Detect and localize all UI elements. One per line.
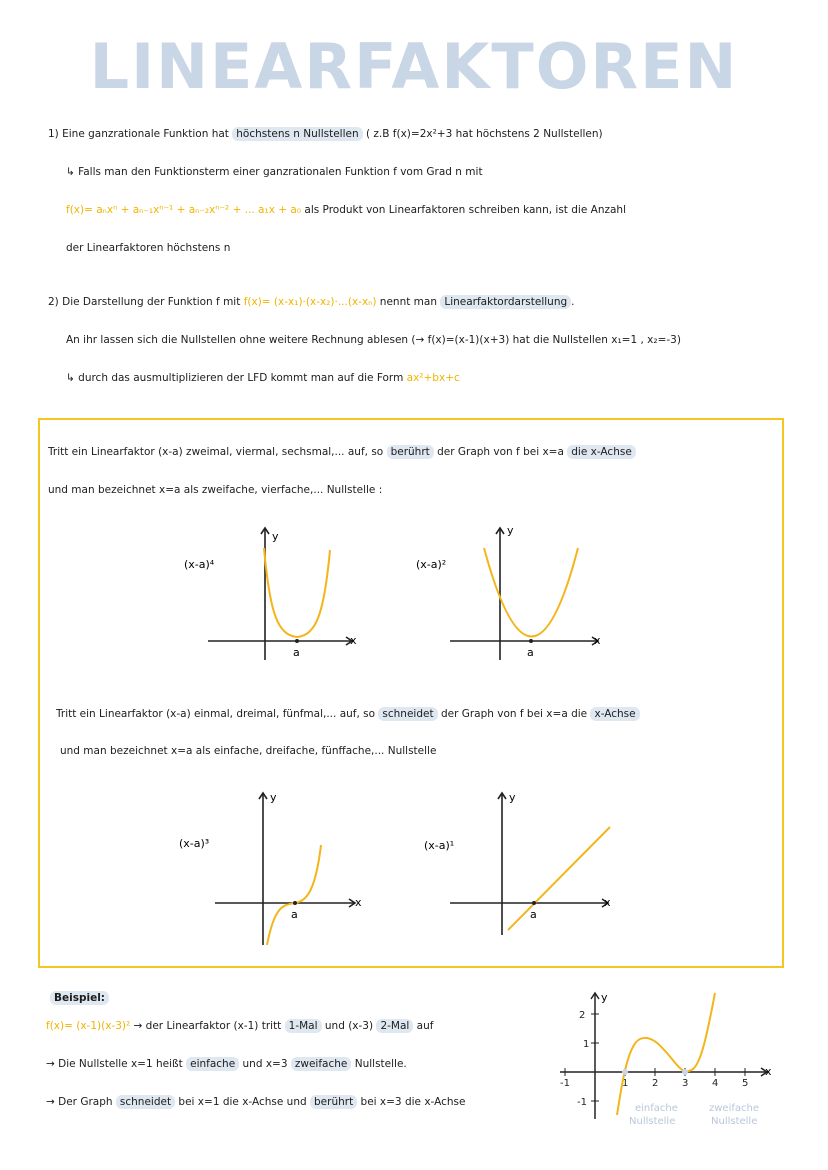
example-line1-hl2: 2-Mal xyxy=(376,1019,413,1033)
example-line3-hl1: schneidet xyxy=(116,1095,175,1109)
section1-line3 xyxy=(66,204,626,216)
x-label: x xyxy=(355,896,362,909)
box-odd-hl1: schneidet xyxy=(378,707,437,721)
box-even-line1 xyxy=(48,446,636,458)
example-line1a: → der Linearfaktor (x-1) tritt xyxy=(133,1020,282,1032)
y-label: y xyxy=(507,524,514,537)
y-label: y xyxy=(272,530,279,543)
box-odd-hl2: x-Achse xyxy=(590,707,639,721)
box-even-b: der Graph von f bei x=a xyxy=(437,446,564,458)
section1-arrow-line: Falls man den Funktionsterm einer ganzrationalen Funktion f vom Grad n mit xyxy=(78,166,483,178)
page-title: LINEARFAKTOREN xyxy=(89,30,739,103)
graph-cubic-label: (x-a)³ xyxy=(179,837,210,850)
note2-b: Nullstelle xyxy=(711,1116,758,1127)
example-line1 xyxy=(46,1020,433,1032)
section1-line2 xyxy=(66,166,483,178)
xtick-label: 1 xyxy=(622,1078,629,1089)
graph-linear xyxy=(420,785,620,955)
note1-b: Nullstelle xyxy=(629,1116,676,1127)
example-line3 xyxy=(46,1096,465,1108)
box-even-line2: und man bezeichnet x=a als zweifache, vierfache,... Nullstelle : xyxy=(48,484,383,496)
y-label: y xyxy=(270,791,277,804)
section2-text-a: Die Darstellung der Funktion f mit xyxy=(62,296,241,308)
example-graph xyxy=(555,985,785,1135)
example-line2-hl2: zweifache xyxy=(291,1057,352,1071)
x-label: x xyxy=(350,634,357,647)
root-point xyxy=(293,901,297,905)
xtick-label: 3 xyxy=(682,1078,689,1089)
xtick-label: 2 xyxy=(652,1078,659,1089)
section2-text-b: nennt man xyxy=(379,296,437,308)
y-label: y xyxy=(601,991,608,1004)
example-line1c: auf xyxy=(416,1020,434,1032)
section2-highlight: Linearfaktordarstellung xyxy=(440,295,571,309)
curve xyxy=(484,548,578,637)
xtick-label: -1 xyxy=(560,1078,570,1089)
arrow-icon: ↳ xyxy=(66,166,75,178)
section2-dot: . xyxy=(571,296,575,308)
graph-quadratic-label: (x-a)² xyxy=(416,558,447,571)
graph-linear-label: (x-a)¹ xyxy=(424,839,455,852)
section2-line1 xyxy=(48,296,574,308)
box-odd-a: Tritt ein Linearfaktor (x-a) einmal, dreimal, fünfmal,... auf, so xyxy=(56,708,376,720)
section2-line3 xyxy=(66,372,460,384)
section2-line3a: durch das ausmultiplizieren der LFD kommt man auf die Form xyxy=(78,372,404,384)
example-heading-wrap xyxy=(50,992,109,1004)
line-graph xyxy=(508,827,610,930)
root-point xyxy=(295,639,299,643)
root-point-simple xyxy=(622,1069,628,1075)
example-line3a: → Der Graph xyxy=(46,1096,113,1108)
section1-line4: der Linearfaktoren höchstens n xyxy=(66,242,231,254)
box-odd-line1 xyxy=(56,708,640,720)
example-line1-hl1: 1-Mal xyxy=(285,1019,322,1033)
section1-formula: f(x)= aₙxⁿ + aₙ₋₁xⁿ⁻¹ + aₙ₋₂xⁿ⁻² + ... a₁x + a₀ xyxy=(66,204,302,216)
ytick-label: 2 xyxy=(579,1010,586,1021)
note1-a: einfache xyxy=(635,1103,678,1114)
curve xyxy=(264,548,330,637)
a-label: a xyxy=(291,908,298,921)
box-even-a: Tritt ein Linearfaktor (x-a) zweimal, viermal, sechsmal,... auf, so xyxy=(48,446,384,458)
example-line2a: → Die Nullstelle x=1 heißt xyxy=(46,1058,183,1070)
example-line2-hl1: einfache xyxy=(186,1057,239,1071)
section1-text-a: Eine ganzrationale Funktion hat xyxy=(62,128,229,140)
section1-text-b: ( z.B f(x)=2x²+3 hat höchstens 2 Nullstellen) xyxy=(365,128,603,140)
box-even-hl1: berührt xyxy=(387,445,434,459)
graph-quartic-label: (x-a)⁴ xyxy=(184,558,215,571)
arrow-icon: ↳ xyxy=(66,372,75,384)
example-line3b: bei x=1 die x-Achse und xyxy=(178,1096,307,1108)
section1-line1 xyxy=(48,128,603,140)
example-line1b: und (x-3) xyxy=(324,1020,374,1032)
a-label: a xyxy=(293,646,300,659)
section1-highlight: höchstens n Nullstellen xyxy=(232,127,362,141)
graph-quadratic xyxy=(410,520,610,665)
x-label: x xyxy=(765,1065,772,1078)
graph-cubic xyxy=(175,785,375,955)
graph-quartic xyxy=(180,520,370,665)
ytick-label: -1 xyxy=(577,1097,587,1108)
example-formula: f(x)= (x-1)(x-3)² xyxy=(46,1020,131,1032)
example-line2 xyxy=(46,1058,407,1070)
example-line3-hl2: berührt xyxy=(310,1095,357,1109)
section2-line2: An ihr lassen sich die Nullstellen ohne weitere Rechnung ablesen (→ f(x)=(x-1)(x+3) hat die Nullstellen x₁=1 , x₂=-3) xyxy=(66,334,681,346)
root-point xyxy=(529,639,533,643)
example-line3c: bei x=3 die x-Achse xyxy=(360,1096,466,1108)
curve xyxy=(267,845,321,945)
y-label: y xyxy=(509,791,516,804)
section1-formula-tail: als Produkt von Linearfaktoren schreiben kann, ist die Anzahl xyxy=(304,204,626,216)
example-line2c: Nullstelle. xyxy=(354,1058,407,1070)
box-even-hl2: die x-Achse xyxy=(567,445,636,459)
a-label: a xyxy=(527,646,534,659)
root-point-double xyxy=(682,1069,688,1075)
note2-a: zweifache xyxy=(709,1103,759,1114)
section1-number: 1) xyxy=(48,128,59,140)
box-odd-line2: und man bezeichnet x=a als einfache, dreifache, fünffache,... Nullstelle xyxy=(60,745,437,757)
x-label: x xyxy=(604,896,611,909)
ytick-label: 1 xyxy=(583,1039,590,1050)
section2-line3b: ax²+bx+c xyxy=(406,372,460,384)
a-label: a xyxy=(530,908,537,921)
box-odd-b: der Graph von f bei x=a die xyxy=(440,708,588,720)
section2-formula: f(x)= (x-x₁)·(x-x₂)·...(x-xₙ) xyxy=(243,296,377,308)
root-point xyxy=(532,901,536,905)
xtick-label: 4 xyxy=(712,1078,719,1089)
xtick-label: 5 xyxy=(742,1078,749,1089)
example-curve xyxy=(617,993,715,1115)
example-heading: Beispiel: xyxy=(50,991,109,1005)
info-box xyxy=(38,418,784,968)
x-label: x xyxy=(594,634,601,647)
section2-number: 2) xyxy=(48,296,59,308)
example-line2b: und x=3 xyxy=(242,1058,288,1070)
